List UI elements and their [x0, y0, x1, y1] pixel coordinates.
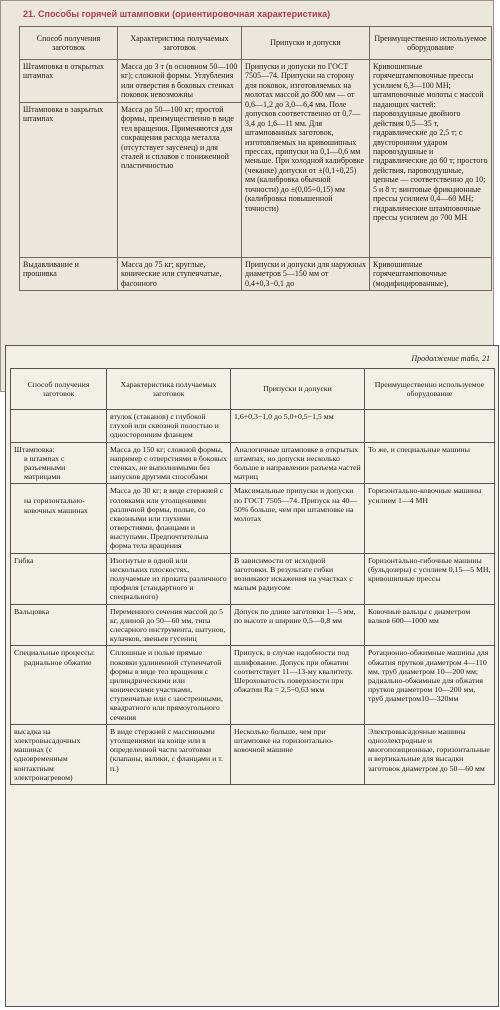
method-cell: Штамповка в открытых штампах [20, 60, 118, 103]
equipment-cell: Кривошипные горячештамповочные прессы усилием 6,3—100 МН; штамповочные молоты с массой падающих частей: паровоздушные двойного действия 0,5—35 т, гидравлические до 2,5 т; с двусторонним ударом паровоздушные и гидравлические до 60 т; простого действия, паровоздушные, цепные — соответственно до 10; 5 и 8 т; винтовые фрикционные прессы усилием 0,4—60 МН; гидравлические штамповочные прессы усилием до 700 МН [370, 60, 492, 258]
method-cell: Гибка [11, 553, 107, 604]
equipment-cell: Электровысадочные машины одноэлектродные и многопозиционные, горизонтальные и вертикальные для высадки заготовок диаметром до 50—60 мм [365, 724, 495, 784]
allowances-cell: Припуск, в случае надобности под шлифование. Допуск при обжатии соответствует 11—13-му квалитету. Шероховатость поверхности при обжатии Ra = 2,5÷0,63 мкм [231, 646, 365, 725]
characteristics-cell: Масса до 150 кг; сложной формы, например с отверстиями в боковых стенках, не выполнимыми без напусков другими способами [107, 442, 231, 484]
method-cell: Штамповка в закрытых штампах [20, 102, 118, 257]
table-row [11, 604, 495, 646]
allowances-cell: В зависимости от исходной заготовки. В результате гибки возникают искажения на участках с малым радиусом [231, 553, 365, 604]
method-cell: высадка на электровысадочных машинах (с одновременным контактным электронагревом) [11, 724, 107, 784]
equipment-cell: Ротационно-обжимные машины для обжатия прутков диаметром 4—110 мм, труб диаметром 10—200 мм; радиально-обжимные для обжатия прутков диаметром 10—200 мм, труб диаметром10—320мм [365, 646, 495, 725]
method-sub-label: на горизонтально-ковочных машинах [24, 496, 88, 515]
table-row [11, 484, 495, 553]
table-row [11, 646, 495, 725]
characteristics-cell: Сплошные и полые прямые поковки удлиненной ступенчатой формы в виде тел вращения с цилиндрическими или коническими участками, ступенчатые или с заостренными, квадратного или прямоугольного сечения [107, 646, 231, 725]
table-page-1 [0, 0, 494, 392]
characteristics-cell: Масса до 50—100 кг; простой формы, преимущественно в виде тел вращения. Применяются для сокращения расхода металла (отсутствует заусенец) и для сталей и сплавов с пониженной пластичностью [118, 102, 242, 257]
equipment-cell: Ковочные вальцы с диаметром валков 600—1000 мм [365, 604, 495, 646]
allowances-cell: Припуски и допуски для наружных диаметров 5—150 мм от 0,4+0,3−0,1 до [242, 257, 370, 290]
header-equipment: Преимущественно используемое оборудование [365, 369, 495, 410]
characteristics-cell: Изогнутые в одной или нескольких плоскостях, получаемые из проката различного профиля (стандартного и специального) [107, 553, 231, 604]
header-method: Способ получения заготовок [11, 369, 107, 410]
table-header-row [20, 27, 492, 60]
equipment-cell: Горизонтально-гибочные машины (бульдозеры) с усилием 0,15—5 МН, кривошипные прессы [365, 553, 495, 604]
method-cell: Вальцовка [11, 604, 107, 646]
characteristics-cell: Масса до 30 кг; в виде стержней с головками или утолщениями различной формы, полые, со сквозными или глухими отверстиями, фланцами и выступами. Предпочтительна форма тела вращения [107, 484, 231, 553]
header-allowances: Припуски и допуски [242, 27, 370, 60]
equipment-cell: То же, и специальные машины [365, 442, 495, 484]
forging-table-part-2 [10, 368, 495, 785]
equipment-cell [365, 410, 495, 443]
table-row [20, 60, 492, 103]
method-cell: Выдавливание и прошивка [20, 257, 118, 290]
table-row [11, 410, 495, 443]
characteristics-cell: Масса до 75 кг; круглые, конические или ступенчатые, фасонного [118, 257, 242, 290]
method-cell [11, 646, 107, 725]
allowances-cell: Несколько больше, чем при штамповке на горизонтально-ковочной машине [231, 724, 365, 784]
table-header-row [11, 369, 495, 410]
header-characteristics: Характеристика получаемых заготовок [118, 27, 242, 60]
characteristics-cell: В виде стержней с массивными утолщениями на конце или в определенной части заготовки (клапаны, валики, с фланцами и т. п.) [107, 724, 231, 784]
table-title: 21. Способы горячей штамповки (ориентировочная характеристика) [23, 9, 331, 19]
table-row [20, 257, 492, 290]
method-cell [11, 484, 107, 553]
allowances-cell: 1,6+0,3−1,0 до 5,0+0,5−1,5 мм [231, 410, 365, 443]
table-page-2 [5, 345, 499, 1007]
characteristics-cell: Масса до 3 т (в основном 50—100 кг); сложной формы. Углубления или отверстия в боковых стенках поковок невозможны [118, 60, 242, 103]
allowances-cell: Припуски и допуски по ГОСТ 7505—74. Припуски на сторону для поковок, изготовляемых на молотах массой до 800 мм — от 0,6—1,2 до 3,0—6,4 мм. Поле допусков соответственно от 0,7—3,4 до 1,6—11 мм. Для штампованных заготовок, изготовляемых на кривошипных прессах, припуски на 0,1—0,6 мм меньше. При холодной калибровке (чеканке) допуски от ±(0,1÷0,25) мм (калибровка обычной точности) до ±(0,05÷0,15) мм (калибровка повышенной точности) [242, 60, 370, 258]
method-sub-label: радиальное обжатие [24, 657, 92, 667]
header-allowances: Припуски и допуски [231, 369, 365, 410]
table-row [11, 724, 495, 784]
header-equipment: Преимущественно используемое оборудование [370, 27, 492, 60]
continuation-caption: Продолжение табл. 21 [411, 354, 490, 363]
allowances-cell: Аналогичные штамповке в открытых штампах, но допуски несколько больше в направлении разъема частей матриц [231, 442, 365, 484]
allowances-cell: Максимальные припуски и допуски по ГОСТ 7505—74. Припуск на 40—50% больше, чем при штамповке на молотах [231, 484, 365, 553]
method-group-label: Специальные процессы: [14, 648, 96, 658]
allowances-cell: Допуск по длине заготовки 1—5 мм, по высоте и ширине 0,5—0,8 мм [231, 604, 365, 646]
table-row [11, 553, 495, 604]
forging-table-part-1 [19, 26, 492, 291]
header-method: Способ получения заготовок [20, 27, 118, 60]
equipment-cell: Горизонтально-ковочные машины усилием 1—4 МН [365, 484, 495, 553]
equipment-cell: Кривошипные горячештамповочные (модифицированные), [370, 257, 492, 290]
characteristics-cell: Переменного сечения массой до 5 кг, длиной до 50—60 мм, типа слесарного инструмента, шатунов, кулачков, звеньев гусениц [107, 604, 231, 646]
characteristics-cell: втулок (стаканов) с глубокой глухой или сквозной полостью и односторонним фланцем [107, 410, 231, 443]
method-sub-label: в штампах с разъемными матрицами [24, 453, 66, 482]
header-characteristics: Характеристика получаемых заготовок [107, 369, 231, 410]
method-group-label: Штамповка: [14, 444, 55, 454]
table-row [11, 442, 495, 484]
method-cell [11, 410, 107, 443]
method-cell [11, 442, 107, 484]
